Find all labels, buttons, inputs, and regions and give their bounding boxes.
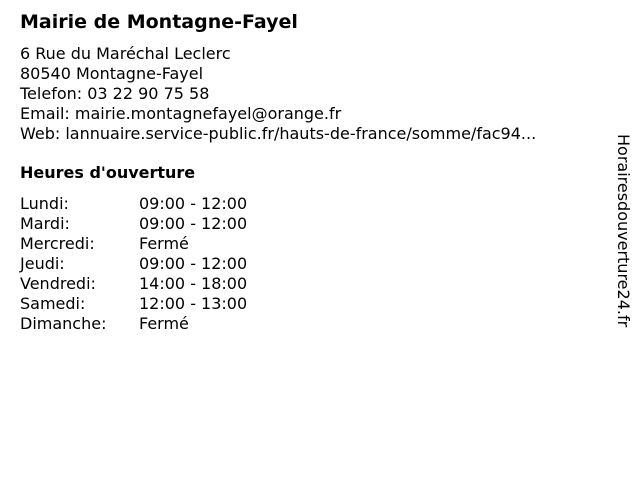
hours-row-friday [20,274,247,294]
time-range: Fermé [139,234,189,253]
opening-hours-heading: Heures d'ouverture [20,163,196,182]
hours-row-sunday [20,314,247,334]
address-city: 80540 Montagne-Fayel [20,64,204,83]
phone-number[interactable]: Telefon: 03 22 90 75 58 [20,84,210,103]
day-label: Dimanche: [20,314,107,333]
day-label: Mercredi: [20,234,95,253]
day-label: Samedi: [20,294,86,313]
day-label: Lundi: [20,194,69,213]
day-label: Jeudi: [20,254,65,273]
hours-row-wednesday [20,234,247,254]
contact-info [20,44,536,144]
address-street: 6 Rue du Maréchal Leclerc [20,44,231,63]
time-range: 09:00 - 12:00 [139,254,248,273]
hours-row-thursday [20,254,247,274]
page-title: Mairie de Montagne-Fayel [20,11,298,33]
time-range: 09:00 - 12:00 [139,194,248,213]
hours-row-monday [20,194,247,214]
opening-hours-table [20,194,247,334]
hours-row-saturday [20,294,247,314]
time-range: 09:00 - 12:00 [139,214,248,233]
time-range: 14:00 - 18:00 [139,274,248,293]
site-watermark [612,134,634,374]
time-range: 12:00 - 13:00 [139,294,248,313]
day-label: Mardi: [20,214,70,233]
email-link[interactable]: Email: mairie.montagnefayel@orange.fr [20,104,342,123]
website-link[interactable]: Web: lannuaire.service-public.fr/hauts-de-france/somme/fac94... [20,124,537,143]
hours-row-tuesday [20,214,247,234]
day-label: Vendredi: [20,274,96,293]
watermark-text: Horairesdouverture24.fr [614,134,633,328]
time-range: Fermé [139,314,189,333]
